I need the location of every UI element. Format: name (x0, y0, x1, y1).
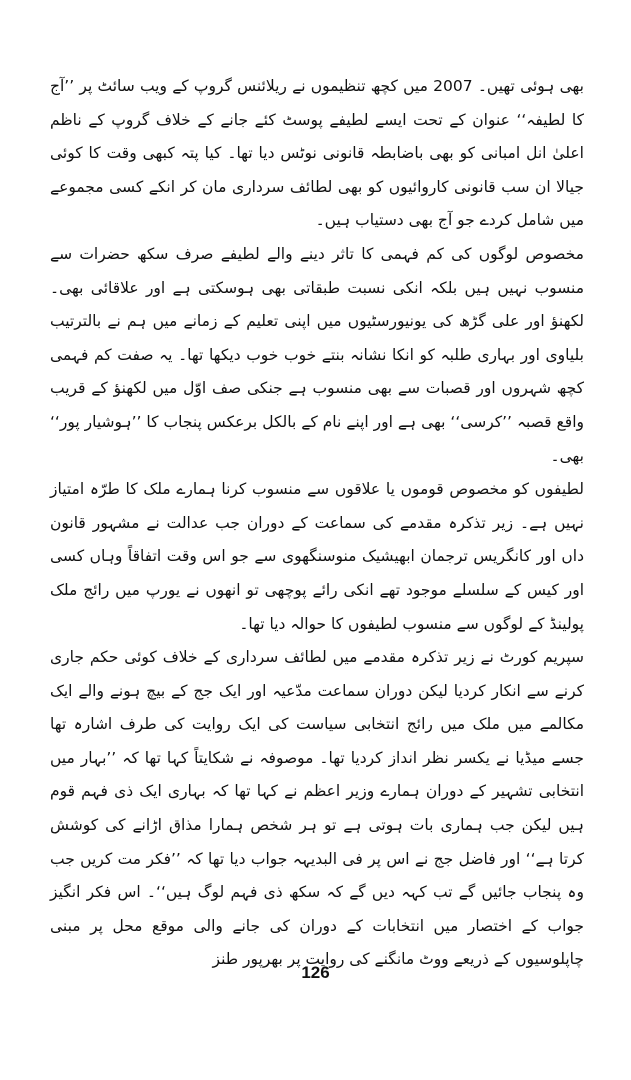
paragraph: مخصوص لوگوں کی کم فہمی کا تاثر دینے والے لطیفے صرف سکھ حضرات سے منسوب نہیں ہیں بلکہ انکی نسبت طبقاتی بھی ہوسکتی ہے اور علاقائی بھی۔ لکھنؤ اور علی گڑھ کی یونیورسٹیوں میں اپنی تعلیم کے زمانے میں ہم نے بالترتیب بلیاوی اور بہاری طلبہ کو انکا نشانہ بنتے خوب خوب دیکھا تھا۔ یہ صفت کم فہمی کچھ شہروں اور قصبات سے بھی منسوب ہے جنکی صف اوّل میں لکھنؤ کے قریب واقع قصبہ ’’کرسی‘‘ بھی ہے اور اپنے نام کے بالکل برعکس پنجاب کا ’’ہوشیار پور‘‘ بھی۔ (50, 244, 584, 465)
page-number: 126 (301, 963, 330, 982)
paragraph: سپریم کورٹ نے زیر تذکرہ مقدمے میں لطائف سرداری کے خلاف کوئی حکم جاری کرنے سے انکار کردیا لیکن دوران سماعت مدّعیہ اور ایک جج کے بیچ ہونے والے ایک مکالمے میں ملک میں رائج انتخابی سیاست کی ایک روایت کی طرف اشارہ تھا جسے میڈیا نے یکسر نظر انداز کردیا تھا۔ موصوفہ نے شکایتاً کہا تھا کہ ’’بہار میں انتخابی تشہیر کے دوران ہمارے وزیر اعظم نے کہا تھا کہ بہاری ایک ذی فہم قوم ہیں لیکن جب ہماری بات ہوتی ہے تو ہر شخص ہمارا مذاق اڑانے کی کوشش کرتا ہے‘‘ اور فاضل جج نے اس پر فی البدیہہ جواب دیا تھا کہ ’’فکر مت کریں جب وہ پنجاب جائیں گے تب کہہ دیں گے کہ سکھ ذی فہم لوگ ہیں‘‘۔ اس فکر انگیز جواب کے اختصار میں انتخابات کے دوران کی جانے والی موقع محل پر مبنی چاپلوسیوں کے ذریعے ووٹ مانگنے کی روایت پر بھرپور طنز (50, 648, 584, 969)
paragraph: لطیفوں کو مخصوص قوموں یا علاقوں سے منسوب کرنا ہمارے ملک کا طرّہ امتیاز نہیں ہے۔ زیر تذکرہ مقدمے کی سماعت کے دوران جب عدالت نے مشہور قانون داں اور کانگریس ترجمان ابھیشیک منوسنگھوی سے جو اس وقت اتفاقاً وہاں کسی اور کیس کے سلسلے موجود تھے انکی رائے پوچھی تو انھوں نے یورپ میں رائج ملک پولینڈ کے لوگوں سے منسوب لطیفوں کا حوالہ دیا تھا۔ (50, 480, 584, 633)
body-text (50, 70, 584, 977)
paragraph: بھی ہوئی تھیں۔ 2007 میں کچھ تنظیموں نے ریلائنس گروپ کے ویب سائٹ پر ’’آج کا لطیفہ‘‘ عنوان کے تحت ایسے لطیفے پوسٹ کئے جانے کے خلاف گروپ کے ناظم اعلیٰ انل امبانی کو بھی باضابطہ قانونی نوٹس دیا تھا۔ کیا پتہ کبھی وقت کا کوئی جیالا ان سب قانونی کاروائیوں کو بھی لطائف سرداری مان کر انکے کسی مجموعے میں شامل کردے جو آج بھی دستیاب ہیں۔ (50, 77, 584, 230)
